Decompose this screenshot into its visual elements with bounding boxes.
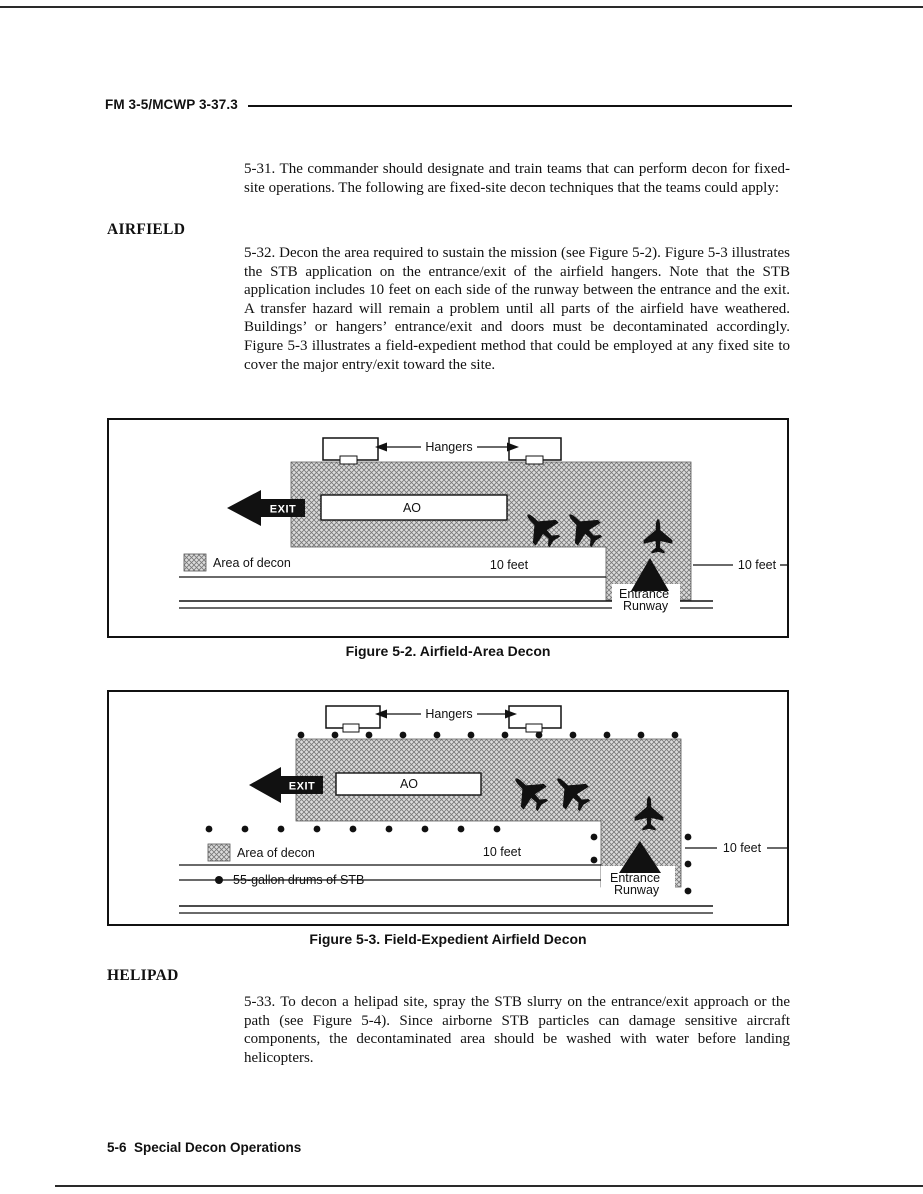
legend-area-of-decon [184,554,291,571]
hatch-swatch-icon [184,554,206,571]
runway-label: Runway [614,883,660,897]
hangers-label: Hangers [425,707,473,721]
header-rule [248,105,792,107]
area-of-decon-label: Area of decon [213,556,291,570]
field-expedient-airfield-decon-diagram [109,692,787,924]
exit-label: EXIT [269,503,297,516]
ten-feet-right-label: 10 feet [737,558,777,572]
hatch-swatch-icon [208,844,230,861]
ao-label: AO [402,501,422,515]
airfield-area-decon-diagram [109,420,787,636]
document-header [105,97,792,112]
ten-feet-center-label: 10 feet [489,558,529,572]
ten-feet-right-label: 10 feet [722,841,762,855]
legend-drums [215,873,364,887]
figure-5-2-frame [107,418,789,638]
ao-box [321,495,507,520]
document-id: FM 3-5/MCWP 3-37.3 [105,97,238,112]
ao-box [336,773,481,795]
legend-area-of-decon [208,844,315,861]
hangers-label-group [375,440,519,454]
decon-area-shape [291,462,691,600]
entrance-label: Entrance [619,587,670,601]
runway-lines [179,565,787,608]
paragraph-5-31: 5-31. The commander should designate and train teams that can perform decon for fixed-site operations. The following are fixed-site decon techniques that the teams could apply: [244,161,790,196]
ten-feet-center-label: 10 feet [482,845,522,859]
heading-helipad: HELIPAD [107,967,179,984]
ao-label: AO [399,777,419,791]
page-footer: 5-6 Special Decon Operations [107,1140,302,1155]
figure-5-2-caption: Figure 5-2. Airfield-Area Decon [345,643,551,659]
scan-artifact-top [0,6,923,8]
scan-artifact-bottom [55,1185,923,1187]
drum-dot-icon [215,876,223,884]
paragraph-5-32: 5-32. Decon the area required to sustain the mission (see Figure 5-2). Figure 5-3 illustrates the STB application on the entrance/exit of the airfield hangers. Note that the STB application includes 10 feet on each side of the runway between the entrance and the exit. A transfer hazard will remain a problem until all parts of the airfield have weathered. Buildings’ or hangers’ entrance/exit and doors must be decontaminated accordingly. Figure 5-3 illustrates a field-expedient method that could be employed at any fixed site to cover the major entry/exit toward the site. [244,245,790,373]
figure-5-3-caption: Figure 5-3. Field-Expedient Airfield Decon [309,931,587,947]
runway-label: Runway [623,599,669,613]
heading-airfield: AIRFIELD [107,221,186,238]
paragraph-5-33: 5-33. To decon a helipad site, spray the STB slurry on the entrance/exit approach or the path (see Figure 5-4). Since airborne STB particles can damage sensitive aircraft components, the decontaminated area should be washed with water before landing helicopters. [244,994,790,1066]
exit-label: EXIT [288,780,316,793]
figure-5-2 [107,418,789,659]
hangers-label: Hangers [425,440,473,454]
hangers-label-group [375,707,517,721]
figure-5-3-frame [107,690,789,926]
figure-5-3 [107,690,789,947]
drums-label: 55-gallon drums of STB [233,873,365,887]
area-of-decon-label: Area of decon [237,846,315,860]
entrance-label: Entrance [610,871,661,885]
